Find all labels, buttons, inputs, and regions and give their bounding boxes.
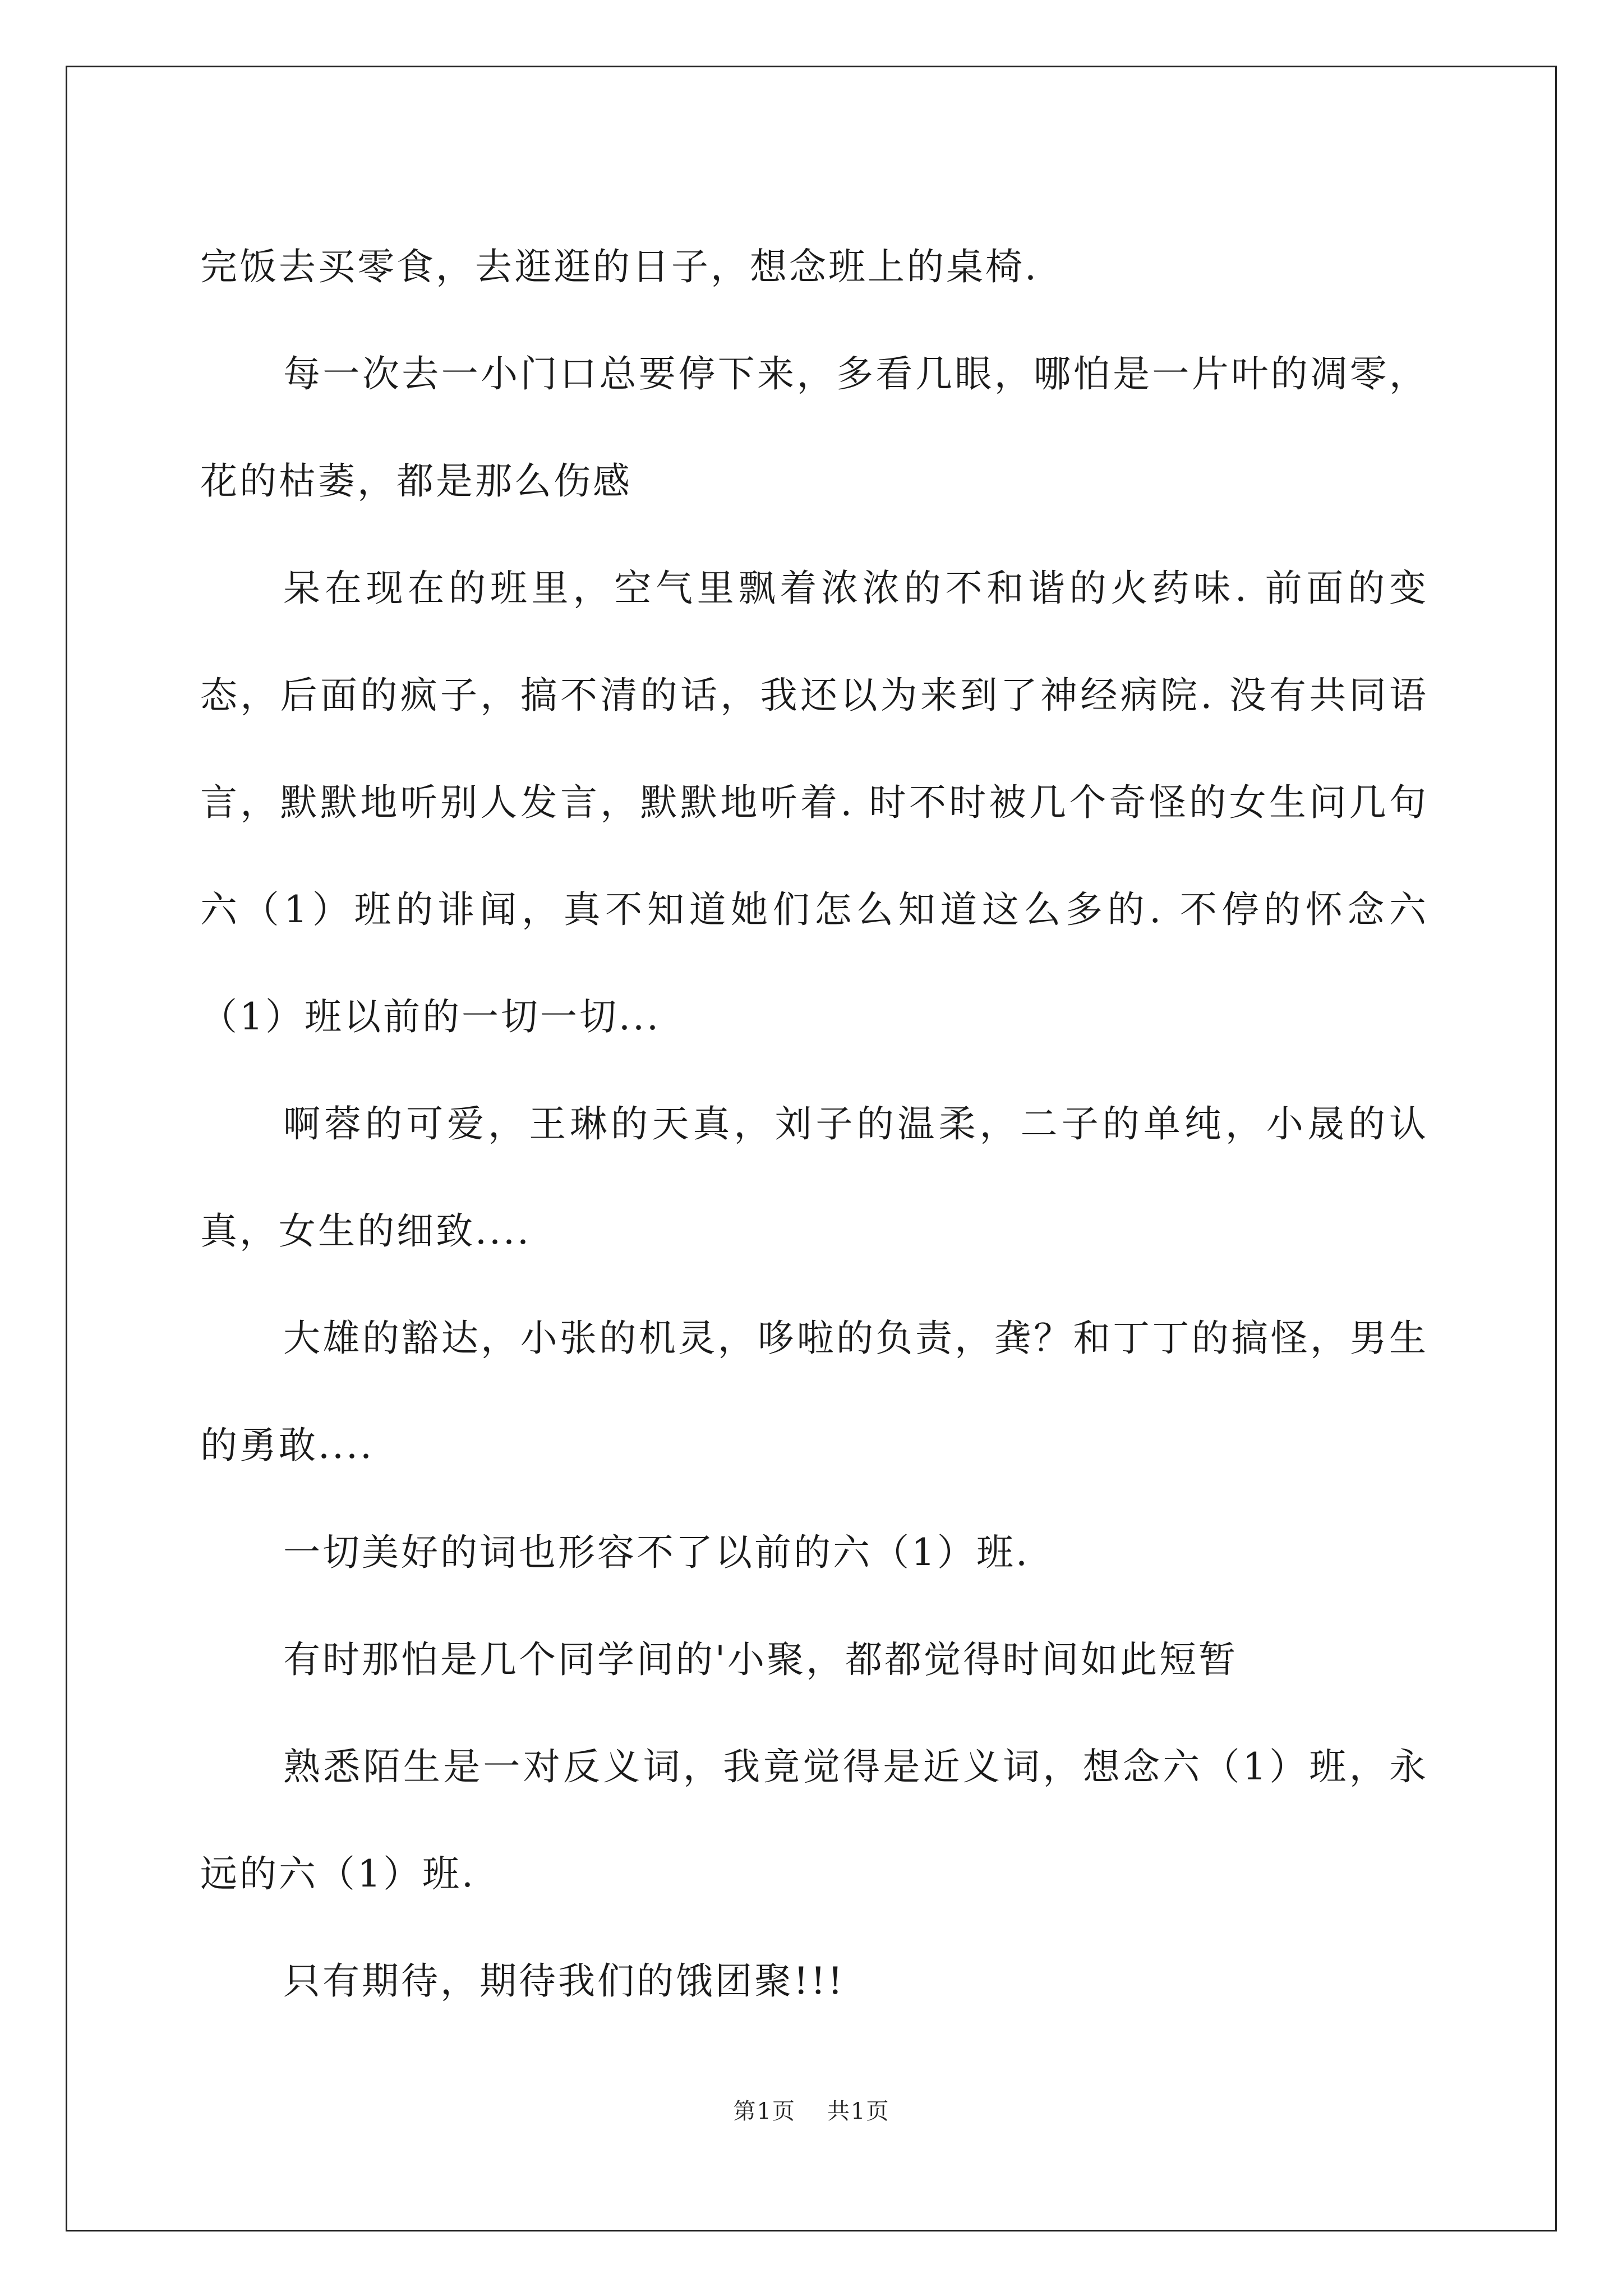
paragraph: 一切美好的词也形容不了以前的六（1）班. xyxy=(283,1531,1030,1574)
paragraph: 有时那怕是几个同学间的'小聚，都都觉得时间如此短暂 xyxy=(283,1638,1238,1681)
paragraph: 只有期待，期待我们的饿团聚!!! xyxy=(283,1959,845,2003)
page-footer xyxy=(0,2093,1623,2125)
paragraph: 每一次去一小门口总要停下来，多看几眼，哪怕是一片叶的凋零，花的枯萎，都是那么伤感 xyxy=(200,352,1428,503)
paragraph: 完饭去买零食，去逛逛的日子，想念班上的桌椅. xyxy=(200,245,1039,288)
paragraph: 熟悉陌生是一对反义词，我竟觉得是近义词，想念六（1）班，永远的六（1）班. xyxy=(200,1745,1428,1895)
document-body xyxy=(200,213,1428,2035)
paragraph: 呆在现在的班里，空气里飘着浓浓的不和谐的火药味. 前面的变态，后面的疯子，搞不清的话，我还以为来到了神经病院. 没有共同语言，默默地听别人发言，默默地听着. 时不时被几个奇怪的女生问几句六（1）班的诽闻，真不知道她们怎么知道这么多的. 不停的怀念六（1）班以前的一切一切... xyxy=(200,567,1428,1038)
page-number: 第1页 xyxy=(733,2099,796,2124)
paragraph: 啊蓉的可爱，王琳的天真，刘子的温柔，二子的单纯，小晟的认真，女生的细致.... xyxy=(200,1102,1428,1253)
page-total: 共1页 xyxy=(827,2099,890,2124)
paragraph: 大雄的豁达，小张的机灵，哆啦的负责，龚？和丁丁的搞怪，男生的勇敢.... xyxy=(200,1317,1428,1467)
